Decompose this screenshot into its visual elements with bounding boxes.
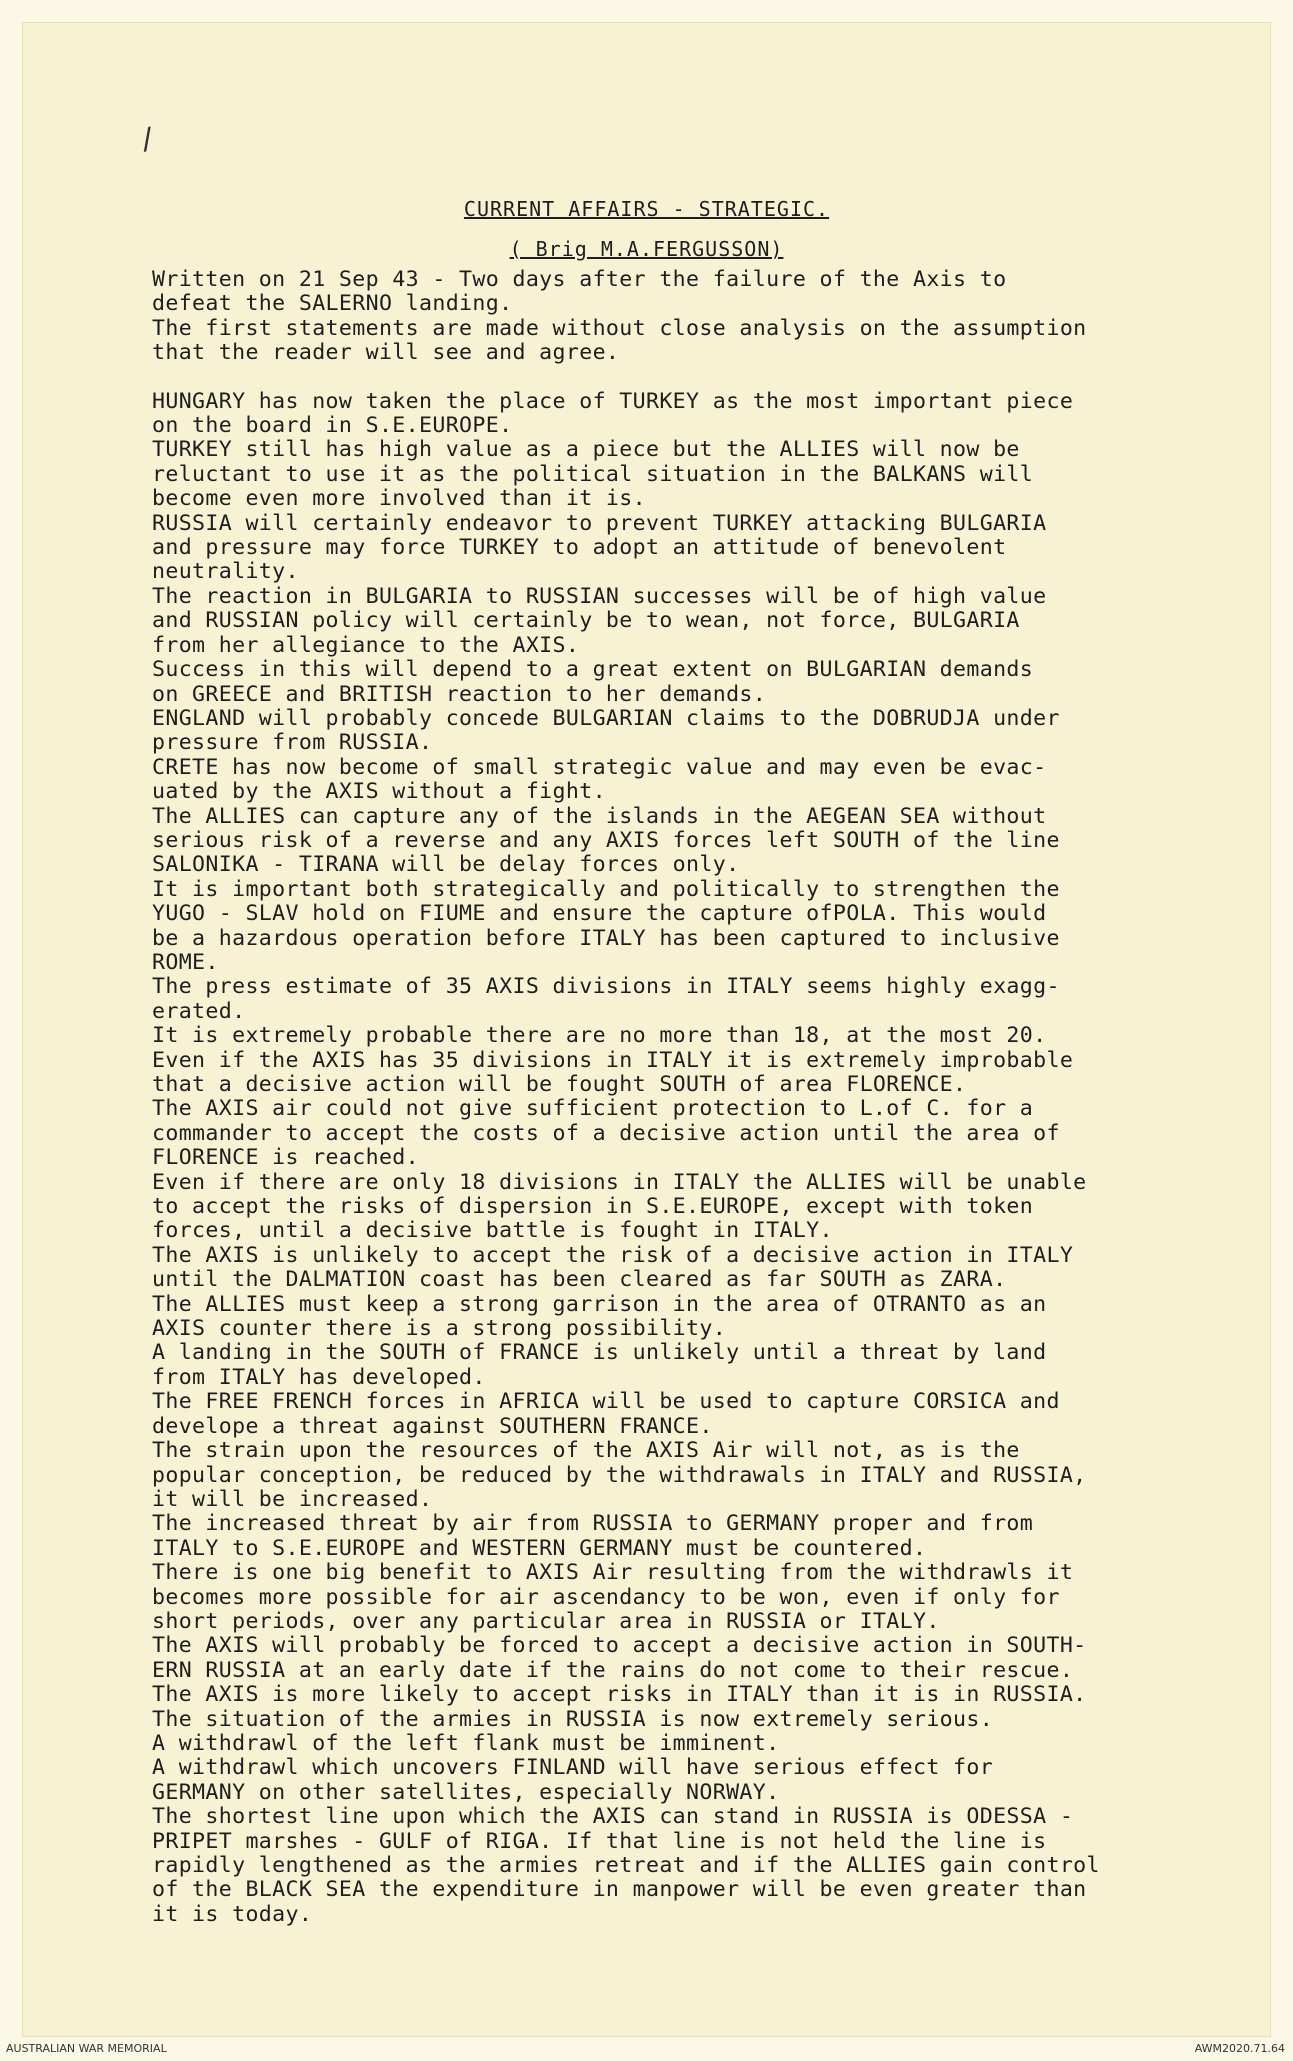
text-line: ITALY to S.E.EUROPE and WESTERN GERMANY must be countered. <box>152 1535 927 1561</box>
document-body <box>152 268 1242 1927</box>
text-line: AXIS counter there is a strong possibility. <box>152 1316 727 1342</box>
text-line: from ITALY has developed. <box>152 1364 486 1390</box>
text-line: forces, until a decisive battle is fought in ITALY. <box>152 1218 833 1244</box>
pen-mark: / <box>135 120 160 157</box>
text-line: ENGLAND will probably concede BULGARIAN claims to the DOBRUDJA under <box>152 705 1060 731</box>
text-line: pressure from RUSSIA. <box>152 730 433 756</box>
text-line: The AXIS will probably be forced to accept a decisive action in SOUTH- <box>152 1633 1087 1659</box>
text-line: The increased threat by air from RUSSIA to GERMANY proper and from <box>152 1511 1034 1537</box>
text-line: GERMANY on other satellites, especially NORWAY. <box>152 1779 780 1805</box>
text-line: it will be increased. <box>152 1486 433 1512</box>
text-line: Even if the AXIS has 35 divisions in ITALY it is extremely improbable <box>152 1047 1074 1073</box>
text-line: be a hazardous operation before ITALY has been captured to inclusive <box>152 925 1060 951</box>
document-author: ( Brig M.A.FERGUSSON) <box>509 237 784 261</box>
text-line: A landing in the SOUTH of FRANCE is unlikely until a threat by land <box>152 1340 1047 1366</box>
text-line: RUSSIA will certainly endeavor to prevent TURKEY attacking BULGARIA <box>152 510 1047 536</box>
text-line: popular conception, be reduced by the withdrawals in ITALY and RUSSIA, <box>152 1462 1087 1488</box>
text-line: A withdrawl of the left flank must be imminent. <box>152 1730 780 1756</box>
text-line: neutrality. <box>152 559 299 585</box>
text-line: The AXIS is more likely to accept risks in ITALY than it is in RUSSIA. <box>152 1682 1087 1708</box>
text-line: short periods, over any particular area in RUSSIA or ITALY. <box>152 1608 940 1634</box>
text-line: The AXIS is unlikely to accept the risk of a decisive action in ITALY <box>152 1242 1074 1268</box>
text-line: until the DALMATION coast has been cleared as far SOUTH as ZARA. <box>152 1267 1007 1293</box>
text-line: YUGO - SLAV hold on FIUME and ensure the capture ofPOLA. This would <box>152 901 1047 927</box>
text-line: The shortest line upon which the AXIS can stand in RUSSIA is ODESSA - <box>152 1804 1074 1830</box>
text-line: Even if there are only 18 divisions in ITALY the ALLIES will be unable <box>152 1169 1087 1195</box>
text-line: ROME. <box>152 949 219 975</box>
text-line: rapidly lengthened as the armies retreat and if the ALLIES gain control <box>152 1853 1100 1878</box>
text-line: on GREECE and BRITISH reaction to her demands. <box>152 681 767 707</box>
text-line: of the BLACK SEA the expenditure in manpower will be even greater than <box>152 1877 1087 1903</box>
text-line: CRETE has now become of small strategic value and may even be evac- <box>152 754 1047 780</box>
text-line: PRIPET marshes - GULF of RIGA. If that line is not held the line is <box>152 1828 1047 1854</box>
text-line: TURKEY still has high value as a piece but the ALLIES will now be <box>152 437 1020 463</box>
document-title: CURRENT AFFAIRS - STRATEGIC. <box>463 197 830 221</box>
text-line: A withdrawl which uncovers FINLAND will have serious effect for <box>152 1755 994 1781</box>
text-line: Success in this will depend to a great extent on BULGARIAN demands <box>152 657 1034 683</box>
text-line: HUNGARY has now taken the place of TURKEY as the most important piece <box>152 388 1074 414</box>
main-paragraph <box>152 390 1242 1928</box>
text-line: that a decisive action will be fought SOUTH of area FLORENCE. <box>152 1072 967 1097</box>
text-line: Written on 21 Sep 43 - Two days after the failure of the Axis to <box>152 267 1007 292</box>
text-line: There is one big benefit to AXIS Air resulting from the withdrawls it <box>152 1560 1074 1586</box>
text-line: The first statements are made without close analysis on the assumption <box>152 315 1087 341</box>
text-line: The strain upon the resources of the AXIS Air will not, as is the <box>152 1438 1020 1464</box>
paragraph-gap <box>152 366 1242 390</box>
text-line: The FREE FRENCH forces in AFRICA will be used to capture CORSICA and <box>152 1389 1060 1415</box>
text-line: defeat the SALERNO landing. <box>152 291 513 317</box>
text-line: commander to accept the costs of a decisive action until the area of <box>152 1120 1060 1146</box>
text-line: ERN RUSSIA at an early date if the rains do not come to their rescue. <box>152 1657 1074 1683</box>
text-line: serious risk of a reverse and any AXIS forces left SOUTH of the line <box>152 827 1060 853</box>
text-line: that the reader will see and agree. <box>152 340 620 366</box>
text-line: and pressure may force TURKEY to adopt an attitude of benevolent <box>152 535 1007 561</box>
text-line: It is important both strategically and politically to strengthen the <box>152 876 1060 902</box>
text-line: The ALLIES must keep a strong garrison in the area of OTRANTO as an <box>152 1291 1047 1317</box>
text-line: become even more involved than it is. <box>152 486 646 512</box>
archive-reference: AWM2020.71.64 <box>1194 2042 1285 2055</box>
text-line: becomes more possible for air ascendancy to be won, even if only for <box>152 1584 1060 1610</box>
text-line: and RUSSIAN policy will certainly be to wean, not force, BULGARIA <box>152 608 1020 634</box>
text-line: The reaction in BULGARIA to RUSSIAN successes will be of high value <box>152 583 1047 609</box>
text-line: to accept the risks of dispersion in S.E.EUROPE, except with token <box>152 1194 1034 1220</box>
intro-paragraph <box>152 268 1242 366</box>
text-line: from her allegiance to the AXIS. <box>152 632 580 658</box>
text-line: develope a threat against SOUTHERN FRANCE. <box>152 1413 713 1439</box>
archive-credit: AUSTRALIAN WAR MEMORIAL <box>6 2042 167 2055</box>
text-line: The AXIS air could not give sufficient protection to L.of C. for a <box>152 1096 1034 1122</box>
text-line: uated by the AXIS without a fight. <box>152 779 606 805</box>
text-line: FLORENCE is reached. <box>152 1145 420 1171</box>
text-line: on the board in S.E.EUROPE. <box>152 413 513 439</box>
text-line: It is extremely probable there are no more than 18, at the most 20. <box>152 1023 1047 1049</box>
text-line: it is today. <box>152 1901 313 1927</box>
text-line: The press estimate of 35 AXIS divisions in ITALY seems highly exagg- <box>152 974 1060 1000</box>
text-line: reluctant to use it as the political situation in the BALKANS will <box>152 461 1034 487</box>
text-line: The situation of the armies in RUSSIA is now extremely serious. <box>152 1706 994 1732</box>
text-line: SALONIKA - TIRANA will be delay forces only. <box>152 852 740 878</box>
text-line: The ALLIES can capture any of the islands in the AEGEAN SEA without <box>152 803 1047 829</box>
text-line: erated. <box>152 998 246 1024</box>
